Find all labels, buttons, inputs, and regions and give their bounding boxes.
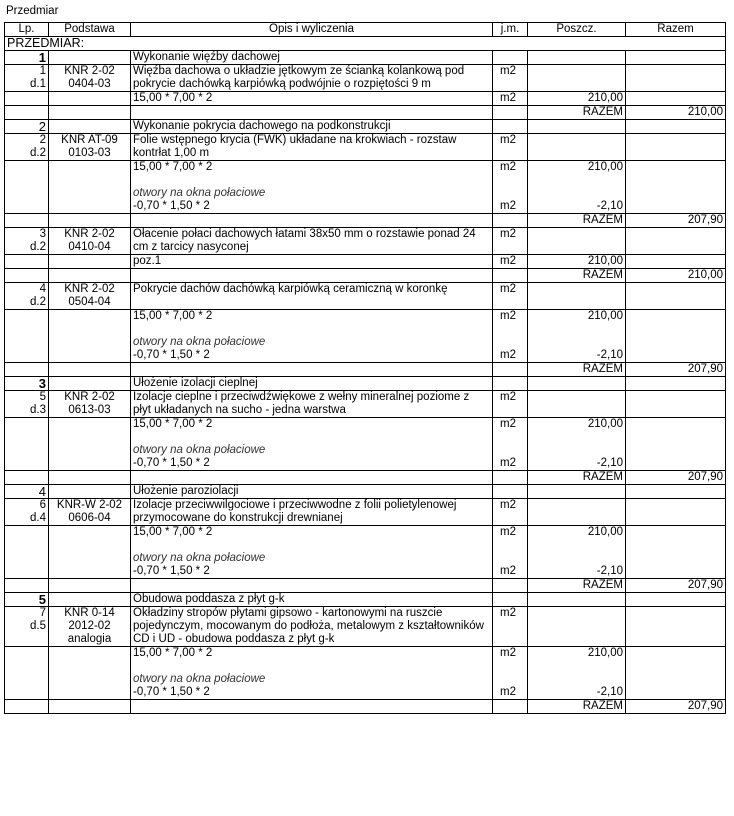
calc-gap	[133, 660, 490, 673]
table-header-row	[5, 23, 726, 37]
item-poszcz-empty	[528, 65, 626, 92]
calc-unit: m2	[500, 200, 516, 212]
razem-row	[5, 579, 726, 593]
razem-desc-empty	[131, 700, 493, 714]
section-title: Ułożenie izolacji cieplnej	[131, 377, 493, 391]
item-jm: m2	[493, 65, 528, 92]
calc-jm	[493, 92, 528, 106]
calculation-row	[5, 92, 726, 106]
item-lp	[5, 283, 49, 310]
item-lp-sub: d.2	[30, 296, 46, 308]
calc-lp-empty	[5, 647, 49, 700]
calc-gap	[500, 539, 525, 552]
item-podstawa	[49, 65, 131, 92]
calc-lp-empty	[5, 92, 49, 106]
calc-gap	[500, 444, 525, 457]
section-razem-empty	[626, 120, 726, 134]
calc-formula: poz.1	[133, 255, 162, 267]
calc-razem-empty	[626, 161, 726, 214]
calc-formula: -0,70 * 1,50 * 2	[133, 686, 210, 698]
razem-row	[5, 106, 726, 120]
calc-number: -2,10	[596, 565, 623, 577]
calc-unit: m2	[500, 310, 516, 322]
razem-label: RAZEM	[528, 214, 626, 228]
item-podstawa	[49, 391, 131, 418]
calc-gap	[500, 336, 525, 349]
calc-jm	[493, 647, 528, 700]
item-lp	[5, 391, 49, 418]
calc-gap	[500, 431, 525, 444]
item-podstawa	[49, 607, 131, 647]
item-podstawa-line: KNR 2-02	[64, 228, 115, 240]
item-razem-empty	[626, 65, 726, 92]
calc-gap	[530, 552, 623, 565]
item-razem-empty	[626, 391, 726, 418]
calc-jm	[493, 310, 528, 363]
razem-row	[5, 214, 726, 228]
razem-podstawa-empty	[49, 579, 131, 593]
item-podstawa-line: analogia	[67, 633, 112, 645]
section-jm-empty	[493, 593, 528, 607]
calc-podstawa-empty	[49, 310, 131, 363]
calc-formula: 15,00 * 7,00 * 2	[133, 92, 213, 104]
razem-jm-empty	[493, 471, 528, 485]
calc-description	[131, 647, 493, 700]
calc-jm	[493, 161, 528, 214]
section-jm-empty	[493, 120, 528, 134]
section-podstawa-empty	[49, 51, 131, 65]
calc-gap	[500, 552, 525, 565]
section-row	[5, 120, 726, 134]
section-number: 2	[5, 120, 49, 134]
calculation-row	[5, 255, 726, 269]
section-podstawa-empty	[49, 377, 131, 391]
razem-lp-empty	[5, 214, 49, 228]
item-lp-sub: d.4	[30, 512, 46, 524]
item-podstawa-line: 0613-03	[68, 404, 111, 416]
calc-podstawa-empty	[49, 92, 131, 106]
calc-lp-empty	[5, 418, 49, 471]
razem-row	[5, 363, 726, 377]
item-poszcz-empty	[528, 283, 626, 310]
section-title: Wykonanie pokrycia dachowego na podkonstrukcji	[131, 120, 493, 134]
calc-gap	[133, 539, 490, 552]
section-row	[5, 51, 726, 65]
calc-gap	[530, 323, 623, 336]
razem-desc-empty	[131, 106, 493, 120]
section-razem-empty	[626, 593, 726, 607]
section-poszcz-empty	[528, 120, 626, 134]
item-jm: m2	[493, 499, 528, 526]
calc-unit: m2	[500, 255, 516, 267]
item-row	[5, 283, 726, 310]
calc-gap	[530, 187, 623, 200]
calculation-row	[5, 310, 726, 363]
item-podstawa-line: 0606-04	[68, 512, 111, 524]
item-podstawa-line: KNR 2-02	[64, 283, 115, 295]
item-podstawa-line: 0410-04	[68, 241, 111, 253]
item-podstawa	[49, 499, 131, 526]
calc-description	[131, 526, 493, 579]
calc-jm	[493, 255, 528, 269]
calc-unit: m2	[500, 565, 516, 577]
item-poszcz-empty	[528, 228, 626, 255]
calc-value	[528, 310, 626, 363]
razem-lp-empty	[5, 579, 49, 593]
calc-gap	[530, 660, 623, 673]
razem-value: 207,90	[626, 471, 726, 485]
razem-value: 207,90	[626, 363, 726, 377]
calc-lp-empty	[5, 310, 49, 363]
razem-lp-empty	[5, 700, 49, 714]
razem-value: 207,90	[626, 214, 726, 228]
item-lp-sub: d.2	[30, 147, 46, 159]
razem-desc-empty	[131, 471, 493, 485]
razem-podstawa-empty	[49, 700, 131, 714]
calc-gap	[530, 673, 623, 686]
item-jm: m2	[493, 391, 528, 418]
item-lp-number: 3	[39, 228, 46, 240]
item-lp	[5, 134, 49, 161]
calc-lp-empty	[5, 255, 49, 269]
razem-value: 210,00	[626, 269, 726, 283]
item-lp-sub: d.5	[30, 620, 46, 632]
calc-gap	[530, 336, 623, 349]
calc-gap	[500, 323, 525, 336]
item-podstawa-line: KNR 2-02	[64, 65, 115, 77]
calc-gap	[530, 444, 623, 457]
section-number: 1	[5, 51, 49, 65]
calc-note: otwory na okna połaciowe	[133, 444, 266, 456]
razem-desc-empty	[131, 579, 493, 593]
calc-number: -2,10	[596, 200, 623, 212]
przedmiar-table	[4, 22, 726, 714]
calc-podstawa-empty	[49, 161, 131, 214]
calc-gap	[530, 431, 623, 444]
razem-value: 207,90	[626, 700, 726, 714]
item-lp-sub: d.1	[30, 78, 46, 90]
item-podstawa-line: 2012-02	[68, 620, 111, 632]
item-podstawa-line: 0504-04	[68, 296, 111, 308]
razem-row	[5, 269, 726, 283]
razem-lp-empty	[5, 269, 49, 283]
calc-razem-empty	[626, 418, 726, 471]
calc-number: -2,10	[596, 349, 623, 361]
item-poszcz-empty	[528, 499, 626, 526]
item-row	[5, 65, 726, 92]
item-jm: m2	[493, 134, 528, 161]
item-lp-sub: d.3	[30, 404, 46, 416]
calc-number: 210,00	[587, 255, 623, 267]
calc-gap	[133, 174, 490, 187]
item-description: Izolacje cieplne i przeciwdźwiękowe z wełny mineralnej poziome z płyt układanych na sucho - jedna warstwa	[131, 391, 493, 418]
razem-jm-empty	[493, 214, 528, 228]
calc-gap	[530, 539, 623, 552]
calc-number: -2,10	[596, 457, 623, 469]
item-podstawa	[49, 283, 131, 310]
calc-podstawa-empty	[49, 526, 131, 579]
item-lp-number: 5	[39, 391, 46, 403]
section-poszcz-empty	[528, 593, 626, 607]
calc-formula: -0,70 * 1,50 * 2	[133, 457, 210, 469]
calc-note: otwory na okna połaciowe	[133, 336, 266, 348]
item-description: Ołacenie połaci dachowych łatami 38x50 mm o rozstawie ponad 24 cm z tarcicy nasyconej	[131, 228, 493, 255]
item-row	[5, 228, 726, 255]
razem-jm-empty	[493, 579, 528, 593]
calc-podstawa-empty	[49, 255, 131, 269]
item-row	[5, 607, 726, 647]
razem-row	[5, 700, 726, 714]
section-jm-empty	[493, 51, 528, 65]
item-jm: m2	[493, 283, 528, 310]
item-jm: m2	[493, 228, 528, 255]
item-lp-number: 2	[39, 134, 46, 146]
item-description: Izolacje przeciwwilgociowe i przeciwwodne z folii polietylenowej przymocowane do konstrukcji drewnianej	[131, 499, 493, 526]
calc-gap	[500, 174, 525, 187]
razem-value: 207,90	[626, 579, 726, 593]
razem-jm-empty	[493, 363, 528, 377]
section-row	[5, 377, 726, 391]
razem-jm-empty	[493, 269, 528, 283]
section-razem-empty	[626, 377, 726, 391]
calc-number: 210,00	[587, 310, 623, 322]
calc-number: 210,00	[587, 161, 623, 173]
calc-number: 210,00	[587, 92, 623, 104]
calc-jm	[493, 418, 528, 471]
calc-formula: 15,00 * 7,00 * 2	[133, 526, 213, 538]
calc-value	[528, 255, 626, 269]
calc-gap	[133, 431, 490, 444]
item-jm: m2	[493, 607, 528, 647]
calc-value	[528, 161, 626, 214]
razem-jm-empty	[493, 700, 528, 714]
calc-note: otwory na okna połaciowe	[133, 552, 266, 564]
razem-podstawa-empty	[49, 269, 131, 283]
razem-label: RAZEM	[528, 579, 626, 593]
item-lp	[5, 499, 49, 526]
razem-desc-empty	[131, 363, 493, 377]
section-title: Obudowa poddasza z płyt g-k	[131, 593, 493, 607]
razem-label: RAZEM	[528, 471, 626, 485]
calc-unit: m2	[500, 526, 516, 538]
section-razem-empty	[626, 485, 726, 499]
calculation-row	[5, 526, 726, 579]
calc-razem-empty	[626, 310, 726, 363]
section-poszcz-empty	[528, 377, 626, 391]
section-row	[5, 485, 726, 499]
calc-razem-empty	[626, 647, 726, 700]
razem-jm-empty	[493, 106, 528, 120]
calc-description	[131, 161, 493, 214]
item-podstawa-line: KNR-W 2-02	[56, 499, 123, 511]
column-header-razem: Razem	[626, 23, 726, 37]
calculation-row	[5, 647, 726, 700]
section-number: 3	[5, 377, 49, 391]
calc-unit: m2	[500, 161, 516, 173]
razem-desc-empty	[131, 269, 493, 283]
razem-row	[5, 471, 726, 485]
calc-formula: 15,00 * 7,00 * 2	[133, 161, 213, 173]
calc-number: 210,00	[587, 526, 623, 538]
item-lp	[5, 228, 49, 255]
calculation-row	[5, 161, 726, 214]
item-lp-number: 1	[39, 65, 46, 77]
item-lp-sub: d.2	[30, 241, 46, 253]
item-poszcz-empty	[528, 134, 626, 161]
item-podstawa-line: KNR 2-02	[64, 391, 115, 403]
item-podstawa-line: KNR 0-14	[64, 607, 115, 619]
calc-lp-empty	[5, 526, 49, 579]
calculation-row	[5, 418, 726, 471]
calc-number: -2,10	[596, 686, 623, 698]
calc-gap	[500, 673, 525, 686]
item-description: Pokrycie dachów dachówką karpiówką ceramiczną w koronkę	[131, 283, 493, 310]
calc-unit: m2	[500, 418, 516, 430]
item-podstawa-line: 0404-03	[68, 78, 111, 90]
document-title: Przedmiar	[6, 5, 59, 17]
razem-label: RAZEM	[528, 363, 626, 377]
calc-formula: -0,70 * 1,50 * 2	[133, 565, 210, 577]
item-razem-empty	[626, 607, 726, 647]
item-row	[5, 499, 726, 526]
item-lp-number: 6	[39, 499, 46, 511]
calc-value	[528, 92, 626, 106]
table-body	[5, 37, 726, 714]
calc-unit: m2	[500, 349, 516, 361]
column-header-jm: j.m.	[493, 23, 528, 37]
razem-lp-empty	[5, 106, 49, 120]
razem-desc-empty	[131, 214, 493, 228]
column-header-poszcz: Poszcz.	[528, 23, 626, 37]
section-row	[5, 593, 726, 607]
calc-unit: m2	[500, 457, 516, 469]
razem-label: RAZEM	[528, 106, 626, 120]
section-podstawa-empty	[49, 593, 131, 607]
calc-value	[528, 526, 626, 579]
calc-description	[131, 310, 493, 363]
item-lp	[5, 607, 49, 647]
column-header-lp: Lp.	[5, 23, 49, 37]
calc-unit: m2	[500, 92, 516, 104]
item-razem-empty	[626, 134, 726, 161]
calc-number: 210,00	[587, 647, 623, 659]
razem-lp-empty	[5, 471, 49, 485]
section-podstawa-empty	[49, 485, 131, 499]
calc-note: otwory na okna połaciowe	[133, 187, 266, 199]
calc-note: otwory na okna połaciowe	[133, 673, 266, 685]
calc-razem-empty	[626, 92, 726, 106]
item-podstawa-line: 0103-03	[68, 147, 111, 159]
calc-gap	[500, 660, 525, 673]
przedmiar-label: PRZEDMIAR:	[5, 37, 726, 51]
item-lp-number: 7	[39, 607, 46, 619]
item-podstawa	[49, 134, 131, 161]
section-poszcz-empty	[528, 485, 626, 499]
item-description: Folie wstępnego krycia (FWK) układane na krokwiach - rozstaw kontrłat 1,00 m	[131, 134, 493, 161]
item-description: Okładziny stropów płytami gipsowo - kartonowymi na ruszcie pojedynczym, mocowanym do podłoża, metalowym z kształtowników CD i UD - obudowa poddasza z płyt g-k	[131, 607, 493, 647]
calc-formula: 15,00 * 7,00 * 2	[133, 418, 213, 430]
item-razem-empty	[626, 228, 726, 255]
item-row	[5, 391, 726, 418]
calc-formula: 15,00 * 7,00 * 2	[133, 310, 213, 322]
calc-lp-empty	[5, 161, 49, 214]
razem-value: 210,00	[626, 106, 726, 120]
section-razem-empty	[626, 51, 726, 65]
calc-unit: m2	[500, 686, 516, 698]
calc-description	[131, 92, 493, 106]
razem-lp-empty	[5, 363, 49, 377]
calc-description	[131, 255, 493, 269]
calc-unit: m2	[500, 647, 516, 659]
item-poszcz-empty	[528, 391, 626, 418]
section-title: Wykonanie więźby dachowej	[131, 51, 493, 65]
item-row	[5, 134, 726, 161]
przedmiar-label-row	[5, 37, 726, 51]
calc-razem-empty	[626, 526, 726, 579]
item-poszcz-empty	[528, 607, 626, 647]
calc-value	[528, 418, 626, 471]
item-lp-number: 4	[39, 283, 46, 295]
calc-description	[131, 418, 493, 471]
item-description: Więźba dachowa o układzie jętkowym ze ścianką kolankową pod pokrycie dachówką karpiówką podwójnie o rozpiętości 9 m	[131, 65, 493, 92]
calc-formula: -0,70 * 1,50 * 2	[133, 349, 210, 361]
section-podstawa-empty	[49, 120, 131, 134]
section-number: 5	[5, 593, 49, 607]
calc-podstawa-empty	[49, 647, 131, 700]
calc-formula: 15,00 * 7,00 * 2	[133, 647, 213, 659]
section-jm-empty	[493, 485, 528, 499]
razem-podstawa-empty	[49, 363, 131, 377]
calc-razem-empty	[626, 255, 726, 269]
section-jm-empty	[493, 377, 528, 391]
calc-gap	[500, 187, 525, 200]
item-podstawa	[49, 228, 131, 255]
calc-jm	[493, 526, 528, 579]
calc-value	[528, 647, 626, 700]
razem-label: RAZEM	[528, 269, 626, 283]
column-header-opis: Opis i wyliczenia	[131, 23, 493, 37]
column-header-podstawa: Podstawa	[49, 23, 131, 37]
razem-label: RAZEM	[528, 700, 626, 714]
calc-number: 210,00	[587, 418, 623, 430]
razem-podstawa-empty	[49, 106, 131, 120]
section-number: 4	[5, 485, 49, 499]
razem-podstawa-empty	[49, 471, 131, 485]
razem-podstawa-empty	[49, 214, 131, 228]
calc-formula: -0,70 * 1,50 * 2	[133, 200, 210, 212]
item-lp	[5, 65, 49, 92]
section-title: Ułożenie paroziolacji	[131, 485, 493, 499]
section-poszcz-empty	[528, 51, 626, 65]
item-podstawa-line: KNR AT-09	[61, 134, 118, 146]
calc-gap	[133, 323, 490, 336]
calc-gap	[530, 174, 623, 187]
item-razem-empty	[626, 499, 726, 526]
item-razem-empty	[626, 283, 726, 310]
calc-podstawa-empty	[49, 418, 131, 471]
